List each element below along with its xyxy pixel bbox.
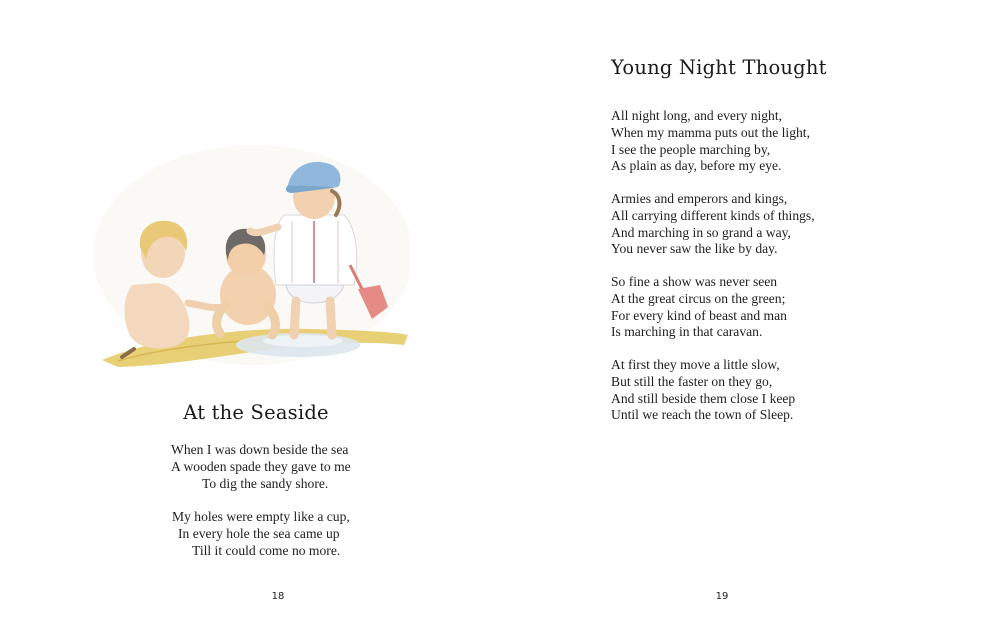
poem-title-young-night-thought: Young Night Thought bbox=[611, 56, 827, 79]
poem-line: And marching in so grand a way, bbox=[611, 224, 791, 240]
right-page bbox=[500, 0, 1000, 639]
poem-line: For every kind of beast and man bbox=[611, 307, 787, 323]
poem-line: But still the faster on they go, bbox=[611, 373, 773, 389]
poem-line: Is marching in that caravan. bbox=[611, 324, 763, 340]
seaside-illustration bbox=[88, 135, 410, 380]
poem-line: When my mamma puts out the light, bbox=[611, 124, 810, 140]
poem-line: To dig the sandy shore. bbox=[202, 475, 329, 491]
poem-line: At the great circus on the green; bbox=[611, 290, 786, 306]
poem-line: And still beside them close I keep bbox=[611, 390, 796, 406]
poem-line: At first they move a little slow, bbox=[611, 357, 780, 372]
poem-line: Armies and emperors and kings, bbox=[611, 191, 788, 206]
poem-line: A wooden spade they gave to me bbox=[171, 458, 351, 474]
stanza bbox=[172, 509, 350, 559]
poem-line: In every hole the sea came up bbox=[178, 525, 340, 541]
poem-line: All carrying different kinds of things, bbox=[611, 207, 815, 223]
poem-line: Until we reach the town of Sleep. bbox=[611, 407, 794, 423]
poem-title-at-the-seaside: At the Seaside bbox=[183, 401, 329, 424]
stanza bbox=[611, 357, 795, 424]
stanza bbox=[171, 442, 351, 492]
stanza bbox=[611, 108, 810, 175]
poem-line: Till it could come no more. bbox=[192, 542, 341, 558]
stanza bbox=[611, 191, 815, 258]
poem-line: When I was down beside the sea bbox=[171, 442, 349, 457]
stanza bbox=[611, 274, 787, 341]
page-number: 18 bbox=[271, 591, 285, 602]
poem-line: You never saw the like by day. bbox=[611, 241, 778, 257]
poem-line: I see the people marching by, bbox=[611, 141, 771, 157]
poem-line: As plain as day, before my eye. bbox=[611, 158, 782, 174]
poem-line: So fine a show was never seen bbox=[611, 274, 778, 289]
poem-line: All night long, and every night, bbox=[611, 108, 783, 123]
page-number: 19 bbox=[715, 591, 729, 602]
poem-line: My holes were empty like a cup, bbox=[172, 509, 350, 524]
